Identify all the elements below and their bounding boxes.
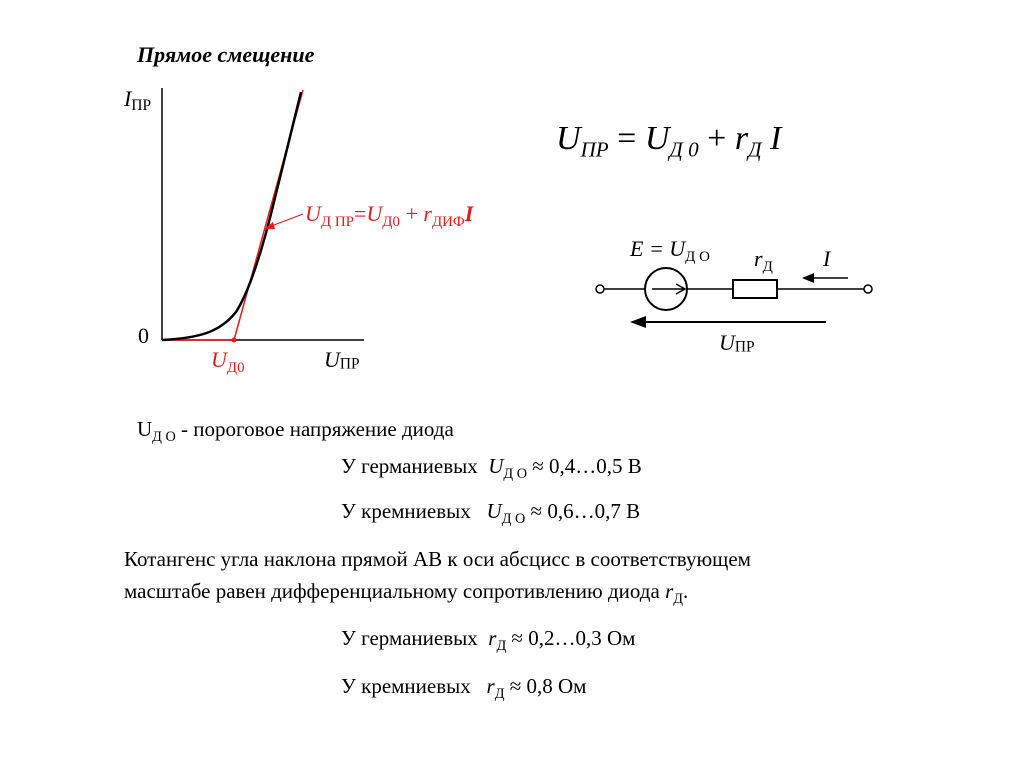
voltage-arrowhead xyxy=(630,316,646,328)
threshold-value-prefix: У кремниевых xyxy=(341,499,487,523)
voltage-label-subscript: ПР xyxy=(734,338,755,356)
x-axis-label-symbol: U xyxy=(324,347,340,372)
source-label-subscript: Д О xyxy=(685,249,710,266)
tangent-r-subscript: ДИФ xyxy=(431,214,465,231)
tangent-plus: + xyxy=(399,201,424,226)
paragraph-line-2 xyxy=(124,575,924,615)
y-axis-label-symbol: I xyxy=(124,86,132,111)
threshold-value-germanium xyxy=(341,454,642,483)
paragraph-line-2-text: масштабе равен дифференциальному сопротивлению диода xyxy=(124,579,666,603)
formula-equals: = xyxy=(608,120,645,157)
threshold-voltage-subscript: Д0 xyxy=(226,360,245,377)
tangent-equation xyxy=(305,201,473,231)
tangent-i: I xyxy=(464,201,474,226)
formula-u: U xyxy=(556,120,581,157)
terminal-left xyxy=(596,285,604,293)
tangent-u0: U xyxy=(366,201,383,226)
resistance-value-symbol: r xyxy=(486,674,495,698)
threshold-value-subscript: Д О xyxy=(501,510,526,527)
resistance-value-subscript: Д xyxy=(494,685,505,702)
formula-r-subscript: Д xyxy=(748,137,762,162)
threshold-voltage-symbol: U xyxy=(211,347,227,372)
resistance-value-prefix: У кремниевых xyxy=(341,674,487,698)
threshold-dot xyxy=(232,338,237,343)
main-formula xyxy=(556,120,781,162)
formula-u-subscript: ПР xyxy=(580,137,609,162)
paragraph-r-subscript: Д xyxy=(673,590,683,607)
x-axis-label xyxy=(324,347,360,374)
threshold-definition-text: - пороговое напряжение диода xyxy=(175,417,454,441)
paragraph-line-1: Котангенс угла наклона прямой АВ к оси абсцисс в соответствующем xyxy=(124,547,751,571)
resistor-label-subscript: Д xyxy=(762,259,773,276)
threshold-value-silicon xyxy=(341,499,640,528)
threshold-definition xyxy=(137,417,454,446)
tangent-r: r xyxy=(423,201,432,226)
resistance-value-germanium xyxy=(341,626,635,655)
voltage-label-symbol: U xyxy=(719,330,735,355)
tangent-u: U xyxy=(305,201,321,226)
current-label: I xyxy=(823,246,831,271)
voltage-label xyxy=(719,330,755,357)
formula-plus: + xyxy=(698,120,735,157)
formula-i: I xyxy=(770,120,782,157)
tangent-u0-subscript: Д0 xyxy=(382,214,400,231)
iv-curve xyxy=(162,92,301,340)
source-label xyxy=(630,236,710,266)
threshold-voltage-label xyxy=(211,347,245,377)
threshold-definition-symbol: U xyxy=(137,417,153,441)
current-arrowhead xyxy=(802,273,814,283)
page-title: Прямое смещение xyxy=(137,42,315,67)
threshold-value-prefix: У германиевых xyxy=(341,454,489,478)
threshold-value-number: ≈ 0,6…0,7 В xyxy=(525,499,641,523)
threshold-value-symbol: U xyxy=(486,499,502,523)
formula-u0: U xyxy=(644,120,670,157)
origin-label: 0 xyxy=(138,323,149,348)
threshold-definition-subscript: Д О xyxy=(152,428,176,445)
threshold-value-symbol: U xyxy=(488,454,504,478)
resistor-label xyxy=(754,246,773,276)
resistance-value-number: ≈ 0,2…0,3 Ом xyxy=(506,626,636,650)
source-label-text: E = U xyxy=(630,236,686,261)
formula-u0-subscript: Д 0 xyxy=(669,137,699,162)
paragraph-r: r xyxy=(665,579,674,603)
tangent-equals: = xyxy=(353,201,367,226)
threshold-value-subscript: Д О xyxy=(503,465,528,482)
threshold-value-number: ≈ 0,4…0,5 В xyxy=(527,454,642,478)
resistance-value-symbol: r xyxy=(488,626,497,650)
resistance-value-subscript: Д xyxy=(496,637,507,654)
resistor-symbol xyxy=(733,280,777,298)
resistance-value-number: ≈ 0,8 Ом xyxy=(504,674,587,698)
tangent-u-subscript: Д ПР xyxy=(320,214,354,231)
resistor-label-symbol: r xyxy=(754,246,763,271)
cotangent-paragraph xyxy=(124,543,924,615)
resistance-value-silicon xyxy=(341,674,586,703)
paragraph-period: . xyxy=(682,579,689,603)
y-axis-label-subscript: ПР xyxy=(131,96,152,114)
terminal-right xyxy=(864,285,872,293)
x-axis-label-subscript: ПР xyxy=(339,355,360,373)
y-axis-label xyxy=(124,86,151,115)
resistance-value-prefix: У германиевых xyxy=(341,626,489,650)
formula-r: r xyxy=(734,120,749,157)
